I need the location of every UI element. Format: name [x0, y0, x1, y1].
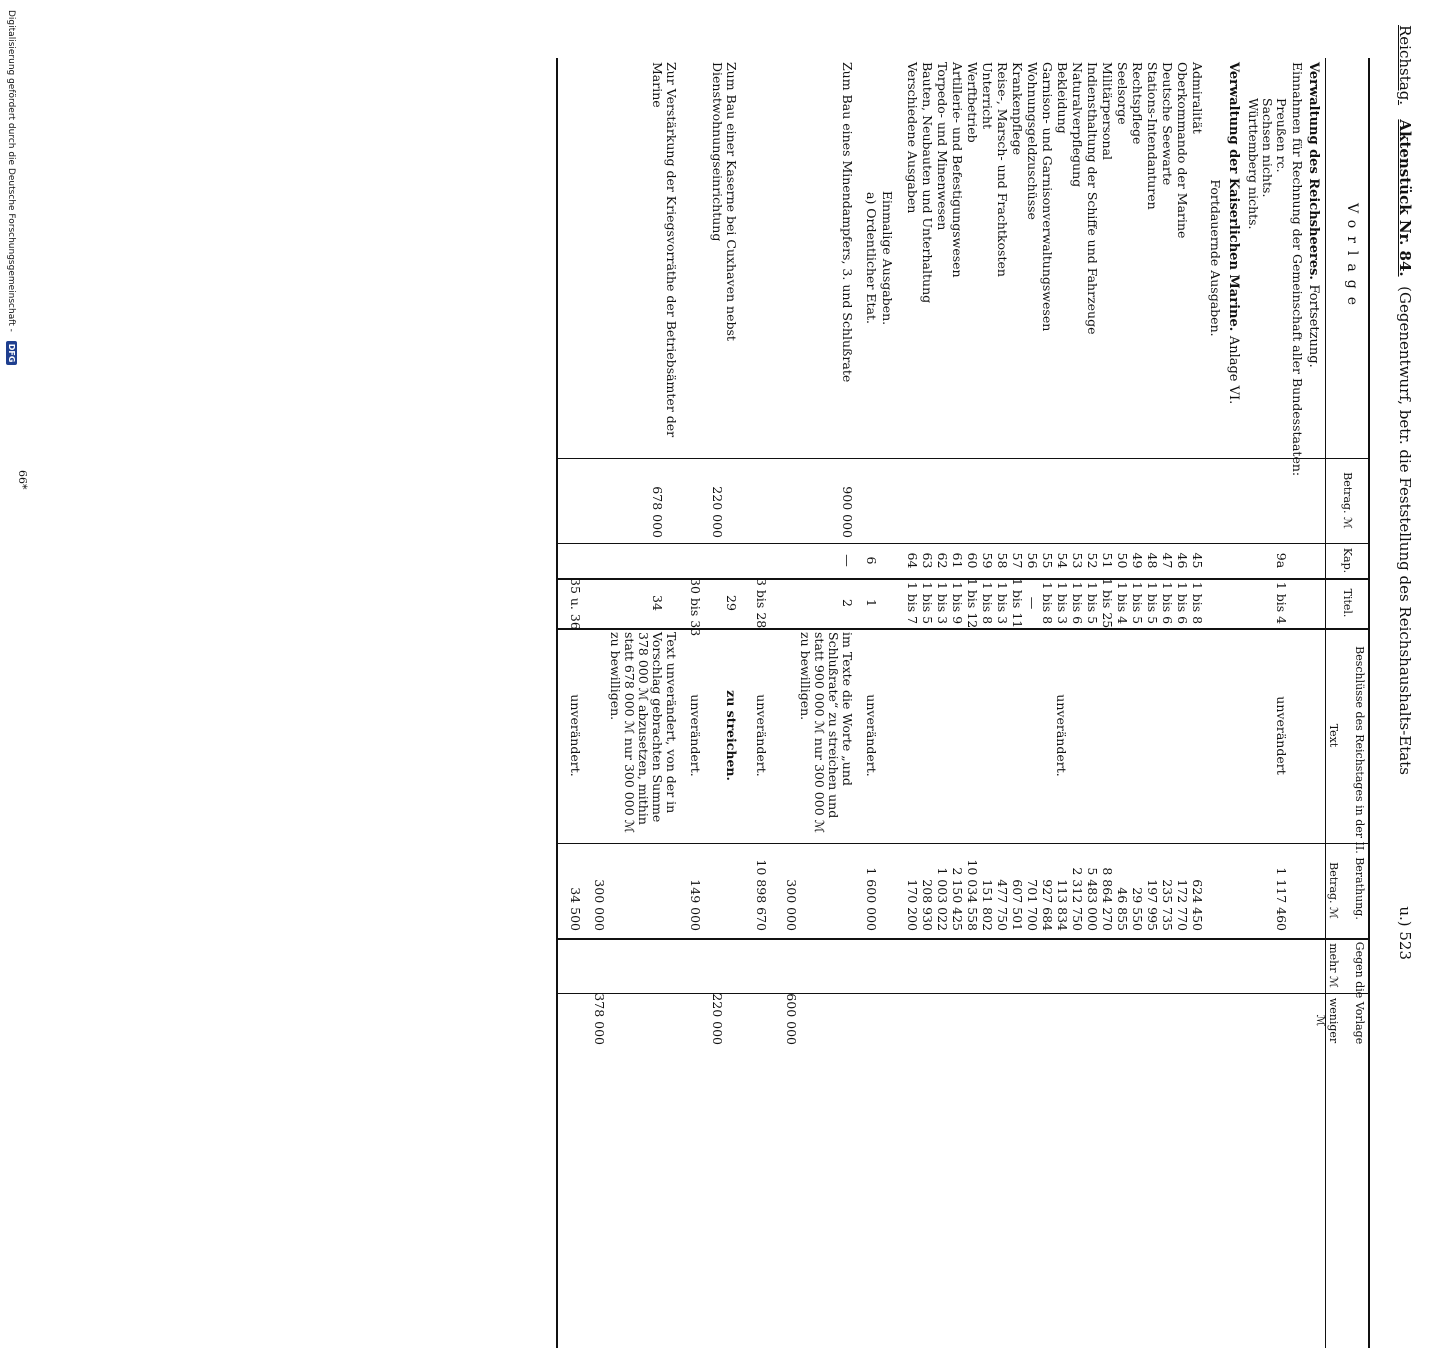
- rule-betrag2-gegen: [558, 938, 1368, 940]
- s3-row2-text: im Texte die Worte „und Schlußrate“ zu streichen und statt 900 000 ℳ nur 300 000 ℳ zu bewilligen.: [798, 632, 855, 833]
- marine-row-betrag: 477 750: [995, 879, 1010, 931]
- colhead-gegen: Gegen die Vorlage: [1353, 941, 1366, 1045]
- einmalige-ausgaben: Einmalige Ausgaben.: [880, 190, 895, 326]
- marine-row-betrag: 607 501: [1010, 879, 1025, 931]
- s3-row7-betrag2: 34 500: [568, 887, 583, 931]
- marine-row-kap: 51: [1100, 552, 1115, 569]
- marine-row-betrag: 235 735: [1160, 879, 1175, 931]
- marine-row-betrag: 113 834: [1055, 879, 1070, 931]
- item-sachsen: Sachsen nichts.: [1260, 98, 1275, 198]
- marine-row-label: Krankenpflege: [1010, 62, 1025, 155]
- marine-row-betrag: 10 034 558: [965, 859, 980, 931]
- s3-row3-betrag2: 10 898 670: [754, 859, 769, 931]
- item-preussen: Preußen rc.: [1274, 98, 1289, 173]
- sec1-text: unverändert: [1274, 696, 1289, 775]
- marine-row-betrag: 8 864 270: [1100, 867, 1115, 931]
- marine-row-kap: 59: [980, 552, 995, 569]
- s3-row5-text: unverändert.: [688, 694, 703, 777]
- marine-row-titel: 1 bis 8: [1190, 581, 1205, 625]
- marine-row-kap: 46: [1175, 552, 1190, 569]
- footer: [6, 0, 17, 1000]
- marine-row-titel: 1 bis 9: [950, 581, 965, 625]
- marine-row-label: Oberkommando der Marine: [1175, 62, 1190, 239]
- marine-row-betrag: 624 450: [1190, 879, 1205, 931]
- colhead-titel: Titel.: [1341, 588, 1354, 618]
- marine-row-betrag: 2 150 425: [950, 867, 965, 931]
- marine-row-titel: 1 bis 6: [1070, 581, 1085, 625]
- s3-row7-text: unverändert.: [568, 694, 583, 777]
- s3-row4-label: Zum Bau einer Kaserne bei Cuxhaven nebst Dienstwohnungseinrichtung: [710, 62, 739, 341]
- section-title-marine: Verwaltung der Kaiserlichen Marine. Anlage VI.: [1226, 62, 1241, 405]
- marine-row-titel: 1 bis 5: [1145, 581, 1160, 625]
- marine-row-kap: 45: [1190, 552, 1205, 569]
- marine-row-titel: 1 bis 3: [995, 581, 1010, 625]
- marine-row-titel: 1 bis 8: [980, 581, 995, 625]
- einnahmen-label: Einnahmen für Rechnung der Gemeinschaft aller Bundesstaaten:: [1290, 62, 1305, 477]
- item-wuerttemberg: Württemberg nichts.: [1246, 98, 1261, 230]
- marine-row-titel: 1 bis 5: [1085, 581, 1100, 625]
- dfg-logo-icon: DFG: [6, 341, 17, 366]
- s3-row6-text: Text unverändert, von der in Vorschlag gebrachten Summe 378 000 ℳ abzusetzen, mithin statt 678 000 ℳ nur 300 000 ℳ zu bewilligen.: [608, 632, 679, 833]
- marine-row-titel: 1 bis 12: [965, 578, 980, 629]
- marine-row-betrag: 701 700: [1025, 879, 1040, 931]
- marine-row-label: Bauten, Neubauten und Unterhaltung: [920, 62, 935, 304]
- marine-row-titel: 1 bis 8: [1040, 581, 1055, 625]
- rule-titel-text: [558, 628, 1368, 630]
- s3-row4-titel: 29: [724, 595, 739, 611]
- marine-row-kap: 47: [1160, 552, 1175, 569]
- marine-row-titel: 1 bis 5: [920, 581, 935, 625]
- s3-row4-betrag: 220 000: [710, 486, 725, 538]
- marine-row-betrag: 197 995: [1145, 879, 1160, 931]
- s3-row2-betrag2: 300 000: [784, 879, 799, 931]
- marine-row-label: Indiensthaltung der Schiffe und Fahrzeuge: [1085, 62, 1100, 335]
- marine-row-label: Seelsorge: [1115, 62, 1130, 125]
- marine-row-kap: 49: [1130, 552, 1145, 569]
- marine-row-titel: 1 bis 7: [905, 581, 920, 625]
- marine-row-titel: 1 bis 5: [1130, 581, 1145, 625]
- s3-row2-label: Zum Bau eines Minendampfers, 3. und Schlußrate: [840, 62, 855, 383]
- marine-text: unverändert.: [1054, 694, 1069, 777]
- marine-row-titel: —: [1025, 596, 1040, 610]
- marine-row-betrag: 5 483 000: [1085, 867, 1100, 931]
- s3-row4-text: zu streichen.: [724, 690, 739, 781]
- marine-row-titel: 1 bis 6: [1175, 581, 1190, 625]
- marine-row-kap: 52: [1085, 552, 1100, 569]
- marine-row-betrag: 172 770: [1175, 879, 1190, 931]
- colhead-kap: Kap.: [1341, 547, 1354, 574]
- marine-row-titel: 1 bis 3: [1055, 581, 1070, 625]
- colhead-betrag: Betrag. ℳ: [1341, 472, 1354, 529]
- marine-row-betrag: 29 550: [1130, 887, 1145, 931]
- marine-row-label: Deutsche Seewarte: [1160, 62, 1175, 186]
- page-number: 66*: [16, 470, 29, 490]
- marine-row-kap: 57: [1010, 552, 1025, 569]
- marine-row-kap: 62: [935, 552, 950, 569]
- marine-row-betrag: 1 003 022: [935, 867, 950, 931]
- marine-row-titel: 1 bis 4: [1115, 581, 1130, 625]
- marine-row-label: Admiralität: [1190, 62, 1205, 134]
- marine-row-kap: 54: [1055, 552, 1070, 569]
- section-title-heer: Verwaltung des Reichsheeres. Fortsetzung.: [1306, 62, 1321, 368]
- marine-row-label: Garnison- und Garnisonverwaltungswesen: [1040, 62, 1055, 332]
- marine-row-titel: 1 bis 3: [935, 581, 950, 625]
- marine-row-kap: 60: [965, 552, 980, 569]
- page-header: [1380, 25, 1420, 960]
- marine-row-betrag: 46 855: [1115, 887, 1130, 931]
- s3-row2-kap: —: [840, 554, 855, 567]
- marine-row-betrag: 927 684: [1040, 879, 1055, 931]
- s3-row3-text: unverändert.: [754, 694, 769, 777]
- marine-row-titel: 1 bis 25: [1100, 578, 1115, 629]
- marine-row-label: Bekleidung: [1055, 62, 1070, 134]
- marine-row-titel: 1 bis 11: [1010, 578, 1025, 629]
- s3-row3-titel: 3 bis 28: [754, 578, 769, 629]
- colhead-beschluesse: Beschlüsse des Reichstages in der II. Berathung.: [1353, 646, 1366, 920]
- marine-row-label: Verschiedene Ausgaben: [905, 62, 920, 214]
- s3-row5-titel: 30 bis 33: [688, 578, 703, 637]
- s3-row6-titel: 34: [650, 595, 665, 611]
- s3-row6-betrag: 678 000: [650, 486, 665, 538]
- marine-row-label: Unterricht: [980, 62, 995, 130]
- rule-mehr-weniger: [558, 993, 1368, 994]
- marine-row-betrag: 2 312 750: [1070, 867, 1085, 931]
- marine-row-label: Reise-, Marsch- und Frachtkosten: [995, 62, 1010, 277]
- marine-row-label: Artillerie- und Befestigungswesen: [950, 62, 965, 278]
- colhead-betrag2: Betrag. ℳ: [1327, 862, 1340, 919]
- marine-row-betrag: 208 930: [920, 879, 935, 931]
- sec1-betrag: 1 117 460: [1274, 867, 1289, 931]
- s3-row2-betrag: 900 000: [840, 486, 855, 538]
- s3-row4-weniger: 220 000: [710, 993, 725, 1045]
- marine-row-kap: 58: [995, 552, 1010, 569]
- colhead-mehr: mehr ℳ: [1327, 943, 1340, 988]
- marine-row-label: Rechtspflege: [1130, 62, 1145, 145]
- rule-vorlage-betrag: [558, 458, 1368, 459]
- marine-row-label: Wohnungsgeldzuschüsse: [1025, 62, 1040, 220]
- s3-row6-label: Zur Verstärkung der Kriegsvorräthe der Betriebsämter der Marine: [650, 62, 679, 438]
- marine-row-titel: 1 bis 6: [1160, 581, 1175, 625]
- s3-row7-titel: 35 u. 36: [568, 578, 583, 630]
- fortdauernde-ausgaben: Fortdauernde Ausgaben.: [1208, 179, 1223, 337]
- marine-row-kap: 63: [920, 552, 935, 569]
- marine-row-kap: 50: [1115, 552, 1130, 569]
- marine-row-kap: 61: [950, 552, 965, 569]
- s3-row1-kap: 6: [864, 556, 879, 565]
- marine-row-betrag: 151 802: [980, 879, 995, 931]
- marine-row-label: Stations-Intendanturen: [1145, 62, 1160, 210]
- sec1-titel: 1 bis 4: [1274, 581, 1289, 625]
- s3-row5-betrag2: 149 000: [688, 879, 703, 931]
- s3-row1-text: unverändert.: [864, 694, 879, 777]
- header-right: u.) 523: [1396, 906, 1414, 960]
- marine-row-kap: 48: [1145, 552, 1160, 569]
- marine-row-label: Militärpersonal: [1100, 62, 1115, 161]
- sec1-kap: 9a: [1274, 552, 1289, 569]
- marine-row-kap: 56: [1025, 552, 1040, 569]
- s3-row1-betrag: 1 600 000: [864, 867, 879, 931]
- marine-row-label: Naturalverpflegung: [1070, 62, 1085, 188]
- s3-row1-titel: 1: [864, 599, 879, 607]
- marine-row-label: Werftbetrieb: [965, 62, 980, 143]
- s3-row2-titel: 2: [840, 599, 855, 607]
- s3-row6-weniger: 378 000: [592, 993, 607, 1045]
- colhead-text: Text: [1327, 723, 1340, 748]
- s3-row6-betrag2: 300 000: [592, 879, 607, 931]
- marine-row-label: Torpedo- und Minenwesen: [935, 62, 950, 231]
- marine-row-kap: 55: [1040, 552, 1055, 569]
- table: [556, 58, 1370, 1348]
- colhead-weniger: weniger ℳ: [1313, 997, 1340, 1044]
- ordentlicher-etat: a) Ordentlicher Etat.: [864, 192, 879, 324]
- marine-row-betrag: 170 200: [905, 879, 920, 931]
- header-left: Reichstag. Aktenstück Nr. 84. (Gegenentwurf, betr. die Feststellung des Reichshaushalts-Etats: [1396, 25, 1414, 775]
- footer-text: Digitalisierung gefördert durch die Deutsche Forschungsgemeinschaft -: [6, 10, 16, 332]
- colhead-vorlage: Vorlage: [1344, 202, 1360, 314]
- marine-row-kap: 64: [905, 552, 920, 569]
- s3-row2-weniger: 600 000: [784, 993, 799, 1045]
- marine-row-kap: 53: [1070, 552, 1085, 569]
